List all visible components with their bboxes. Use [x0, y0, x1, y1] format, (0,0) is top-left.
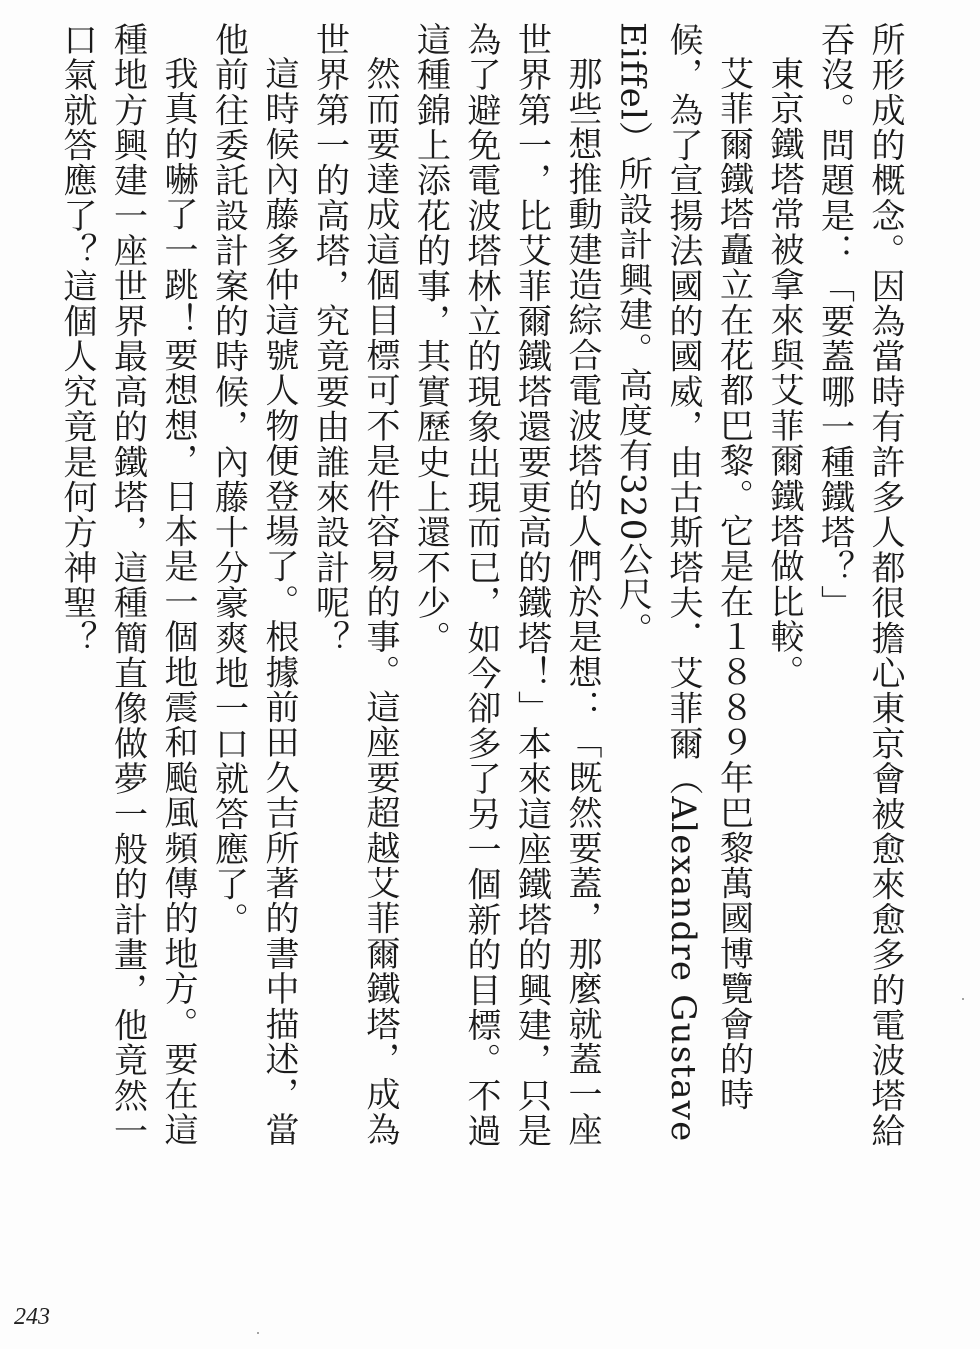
page-number: 243 — [14, 1304, 50, 1330]
paragraph-6: 這時候內藤多仲這號人物便登場了。根據前田久吉所著的書中描述，當他前往委託設計案的時候，內藤十分豪爽地一口就答應了。 — [208, 22, 299, 1148]
paragraph-1: 所形成的概念。因為當時有許多人都很擔心東京會被愈來愈多的電波塔給吞沒。問題是：「要蓋哪一種鐵塔？」 — [814, 22, 905, 1149]
body-text — [52, 22, 911, 1152]
paragraph-7: 我真的嚇了一跳！要想想，日本是一個地震和颱風頻傳的地方。要在這種地方興建一座世界最高的鐵塔，這種簡直像做夢一般的計畫，他竟然一口氣就答應了？這個人究竟是何方神聖？ — [57, 22, 198, 1149]
scan-speck — [257, 1332, 259, 1334]
paragraph-5: 然而要達成這個目標可不是件容易的事。這座要超越艾菲爾鐵塔，成為世界第一的高塔，究竟要由誰來設計呢？ — [309, 22, 400, 1148]
paragraph-3: 艾菲爾鐵塔矗立在花都巴黎。它是在１８８９年巴黎萬國博覽會的時候，為了宣揚法國的國威，由古斯塔夫．艾菲爾（Alexandre Gustave Eiffel）所設計興建。高度有320公尺。 — [612, 22, 754, 1143]
scan-speck — [962, 998, 964, 1000]
paragraph-2: 東京鐵塔常被拿來與艾菲爾鐵塔做比較。 — [764, 56, 804, 690]
paragraph-4: 那些想推動建造綜合電波塔的人們於是想：「既然要蓋，那麼就蓋一座世界第一，比艾菲爾鐵塔還要更高的鐵塔！」本來這座鐵塔的興建，只是為了避免電波塔林立的現象出現而已，如今卻多了另一個新的目標。不過這種錦上添花的事，其實歷史上還不少。 — [410, 22, 602, 1149]
